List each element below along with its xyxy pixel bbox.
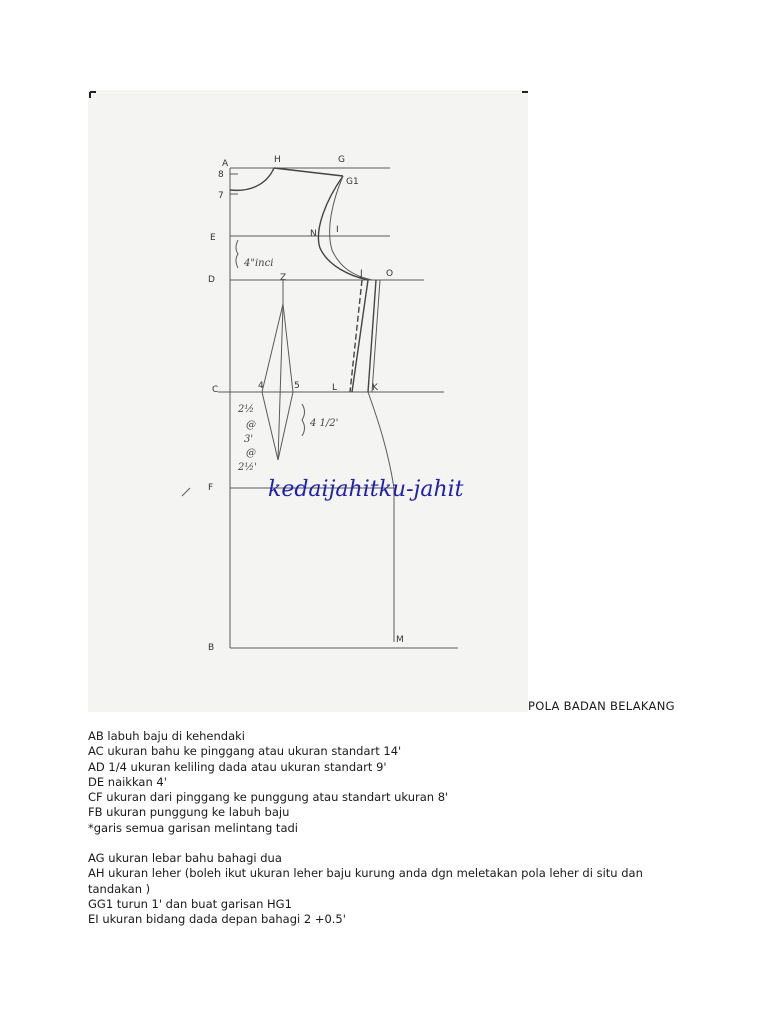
- label-z: Z: [280, 273, 287, 283]
- dart-right-upper: [283, 304, 293, 392]
- note-dart-width: 4 1/2': [310, 418, 339, 429]
- instruction-line: DE naikkan 4': [88, 774, 167, 789]
- label-o: O: [386, 269, 394, 279]
- shoulder-line: [274, 168, 343, 176]
- label-j: J: [360, 269, 363, 279]
- side-seam-k: [368, 280, 376, 392]
- dart-left-upper: [262, 304, 283, 392]
- pattern-scan-image: [88, 90, 528, 712]
- instruction-line: CF ukuran dari pinggang ke punggung atau standart ukuran 8': [88, 790, 449, 805]
- figure-caption: POLA BADAN BELAKANG: [528, 699, 675, 713]
- paragraph-gap: [88, 836, 688, 851]
- label-g1: G1: [346, 177, 359, 187]
- instruction-line: FB ukuran punggung ke labuh baju: [88, 805, 290, 820]
- armhole-curve: [318, 176, 368, 280]
- instruction-line: AH ukuran leher (boleh ikut ukuran leher baju kurung anda dgn meletakan pola leher di situ dan tandakan ): [88, 866, 643, 896]
- note-dart-stack-5: 2½': [238, 462, 257, 473]
- dart-centre: [278, 304, 283, 460]
- instruction-line: GG1 turun 1' dan buat garisan HG1: [88, 896, 292, 911]
- neck-curve: [230, 168, 274, 190]
- stray-mark: [182, 488, 190, 496]
- instruction-line: *garis semua garisan melintang tadi: [88, 820, 298, 835]
- label-m: M: [396, 635, 404, 645]
- instruction-line: AG ukuran lebar bahu bahagi dua: [88, 851, 282, 866]
- label-7: 7: [218, 191, 224, 201]
- label-8: 8: [218, 170, 224, 180]
- note-dart-stack-3: 3': [244, 434, 254, 445]
- instructions: [88, 729, 688, 928]
- note-dart-stack-1: 2½: [238, 404, 255, 415]
- watermark-text: kedaijahitku-jahit: [268, 477, 464, 502]
- instruction-line: AB labuh baju di kehendaki: [88, 729, 246, 743]
- pattern-drawing: [88, 90, 528, 712]
- label-e: E: [210, 233, 216, 243]
- instruction-line: AC ukuran bahu ke pinggang atau ukuran standart 14': [88, 744, 402, 759]
- label-n: N: [310, 229, 317, 239]
- label-5: 5: [294, 381, 300, 391]
- bracket-dart: [302, 404, 305, 436]
- note-dart-stack-2: @: [246, 420, 256, 431]
- label-k: K: [372, 383, 378, 393]
- hip-curve: [368, 392, 394, 488]
- bracket-de: [236, 240, 238, 268]
- side-seam-l: [352, 280, 368, 392]
- label-4: 4: [258, 381, 264, 391]
- instruction-line: AD 1/4 ukuran keliling dada atau ukuran standart 9': [88, 759, 387, 774]
- note-dart-stack-4: @: [246, 448, 256, 459]
- scan-corner-mark: [90, 92, 96, 98]
- label-l: L: [332, 383, 338, 393]
- label-g: G: [338, 155, 345, 165]
- side-seam-k-alt: [372, 280, 380, 392]
- dart-left-lower: [262, 392, 278, 460]
- note-de-gap: 4"inci: [244, 258, 274, 269]
- label-c: C: [212, 385, 219, 395]
- label-i: I: [336, 225, 339, 235]
- label-f: F: [208, 483, 214, 493]
- label-d: D: [208, 275, 215, 285]
- label-h: H: [274, 155, 281, 165]
- instruction-line: EI ukuran bidang dada depan bahagi 2 +0.5': [88, 912, 346, 927]
- label-b: B: [208, 643, 215, 653]
- label-a: A: [222, 159, 229, 169]
